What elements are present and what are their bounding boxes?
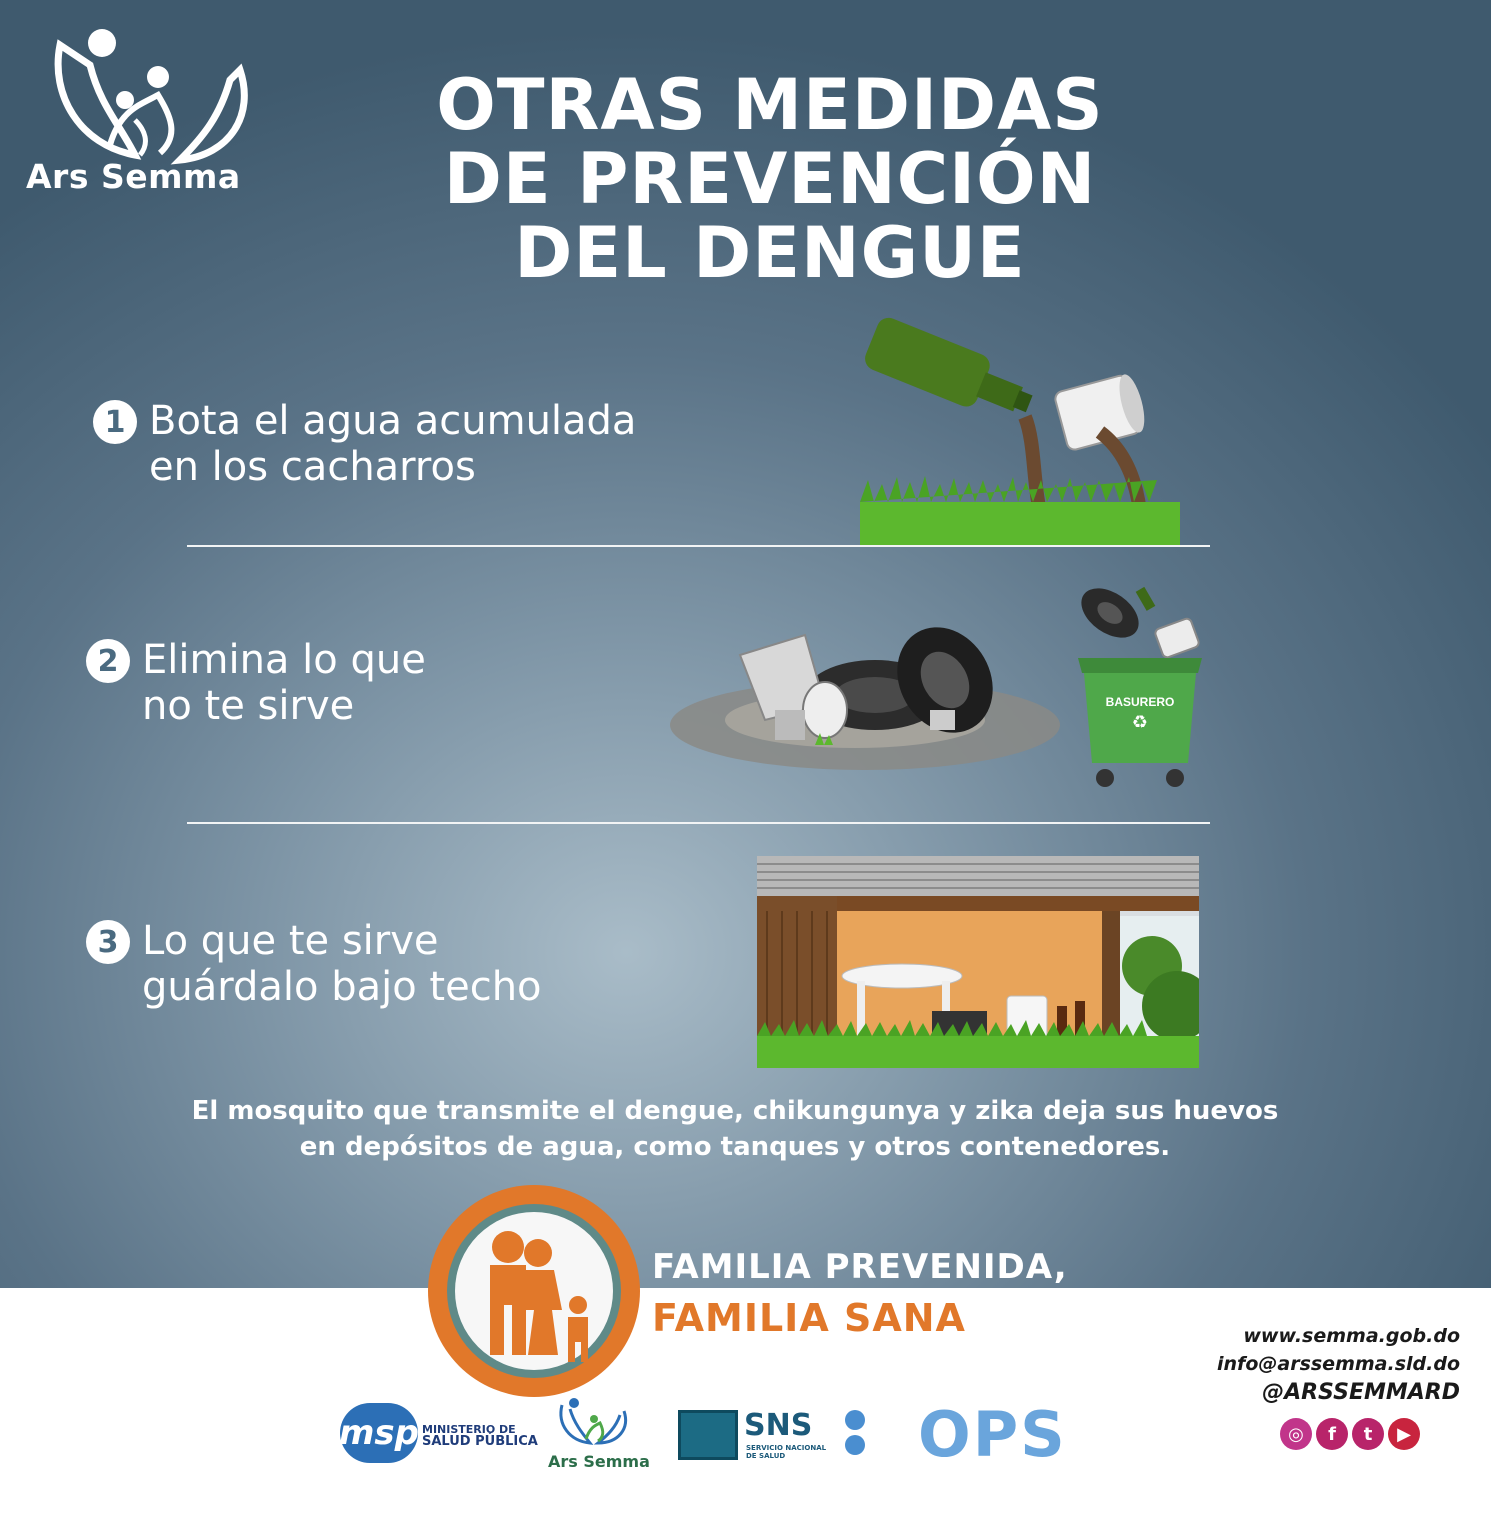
step-number-3: 3 [86, 920, 130, 964]
step-1 [93, 398, 636, 490]
step-2-line-1: Elimina lo que [142, 637, 426, 683]
website-link[interactable]: www.semma.gob.do [1243, 1325, 1460, 1347]
msp-label-line-2: SALUD PÚBLICA [422, 1434, 538, 1449]
step-text-3 [142, 918, 542, 1010]
ops-logo-text: OPS [918, 1398, 1067, 1471]
brand-name: Ars Semma [26, 157, 241, 196]
title-line-1: OTRAS MEDIDAS [436, 64, 1104, 146]
shed-storage-illustration [757, 856, 1199, 1068]
info-text [100, 1093, 1370, 1165]
sns-subtitle-line-1: SERVICIO NACIONAL [746, 1444, 827, 1452]
step-3 [86, 918, 542, 1010]
ars-semma-small-logo [552, 1397, 632, 1447]
instagram-icon[interactable]: ◎ [1280, 1418, 1312, 1450]
info-line-2: en depósitos de agua, como tanques y otros contenedores. [299, 1132, 1171, 1162]
email-link[interactable]: info@arssemma.sld.do [1217, 1353, 1460, 1375]
step-text-1 [149, 398, 636, 490]
step-3-line-2: guárdalo bajo techo [142, 964, 542, 1010]
youtube-icon[interactable]: ▶ [1388, 1418, 1420, 1450]
step-number-2: 2 [86, 639, 130, 683]
divider-1 [187, 545, 1210, 547]
msp-mark: msp [340, 1403, 418, 1463]
sns-subtitle [746, 1444, 826, 1460]
step-1-line-1: Bota el agua acumulada [149, 398, 637, 444]
step-text-2 [142, 637, 426, 729]
title-line-2: DE PREVENCIÓN [443, 138, 1097, 220]
msp-logo [340, 1403, 418, 1463]
step-3-line-1: Lo que te sirve [142, 918, 439, 964]
social-handle[interactable]: @ARSSEMMARD [1262, 1380, 1460, 1405]
who-emblem-icon [845, 1435, 865, 1455]
twitter-icon[interactable]: t [1352, 1418, 1384, 1450]
page-title [300, 64, 1240, 294]
slogan-line-2: FAMILIA SANA [652, 1296, 966, 1340]
sns-logo-mark [678, 1410, 738, 1460]
divider-2 [187, 822, 1210, 824]
family-icon [470, 1225, 600, 1365]
step-number-1: 1 [93, 400, 137, 444]
bin-label: BASURERO [1105, 695, 1175, 709]
title-line-3: DEL DENGUE [514, 212, 1026, 294]
trash-pile-illustration [665, 615, 1065, 775]
step-2 [86, 637, 426, 729]
msp-label-line-1: MINISTERIO DE [422, 1423, 516, 1436]
info-line-1: El mosquito que transmite el dengue, chikungunya y zika deja sus huevos [191, 1096, 1279, 1126]
step-2-line-2: no te sirve [142, 683, 355, 729]
contact-block [1210, 1322, 1460, 1408]
ars-semma-small-label: Ars Semma [548, 1452, 650, 1471]
facebook-icon[interactable]: f [1316, 1418, 1348, 1450]
msp-label [422, 1424, 538, 1448]
step-1-line-2: en los cacharros [149, 444, 476, 490]
sns-subtitle-line-2: DE SALUD [746, 1452, 786, 1460]
recycle-icon: ♻ [1131, 712, 1149, 733]
paho-emblem-icon [845, 1410, 865, 1430]
social-icons [1280, 1418, 1420, 1450]
sns-logo-text: SNS [744, 1408, 813, 1443]
slogan-line-1: FAMILIA PREVENIDA, [652, 1247, 1068, 1287]
bottle-pouring-water-illustration [855, 312, 1185, 547]
trash-bin-illustration [1070, 578, 1210, 793]
